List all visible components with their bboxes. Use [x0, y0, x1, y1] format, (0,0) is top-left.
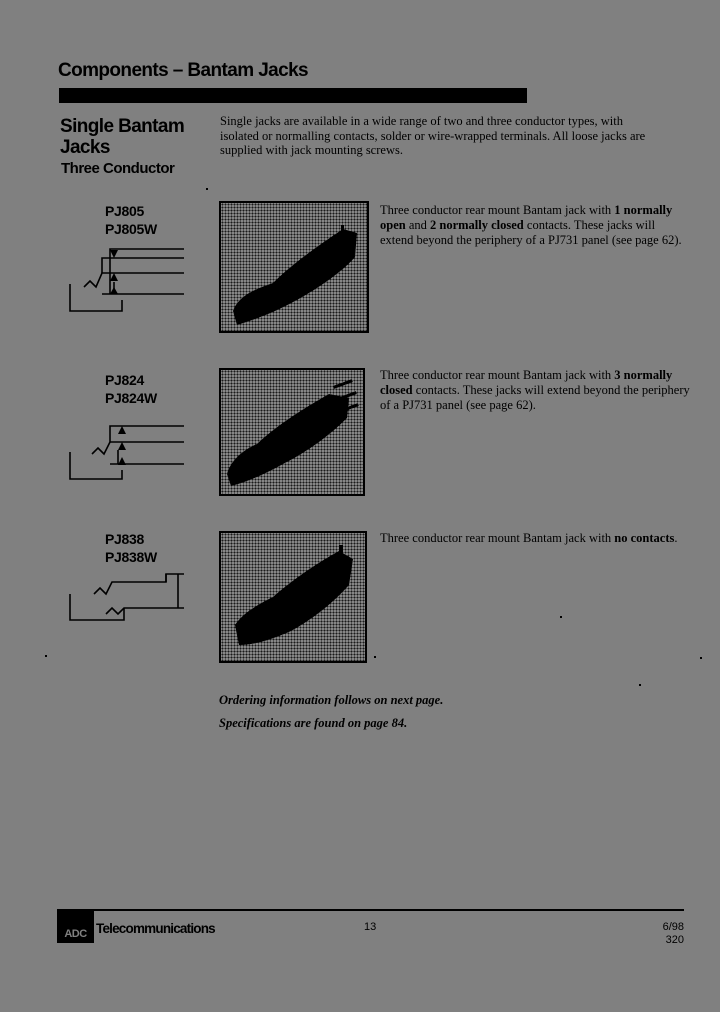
print-speck — [374, 656, 376, 658]
print-speck — [560, 616, 562, 618]
footer-rule — [57, 909, 684, 911]
product-1-description — [380, 203, 690, 248]
product-2-labels — [105, 371, 157, 407]
product-3-model-w: PJ838W — [105, 549, 157, 565]
product-2-model-w: PJ824W — [105, 390, 157, 406]
product-3-model: PJ838 — [105, 531, 144, 547]
footer-code: 320 — [665, 934, 684, 946]
product-2-photo — [219, 368, 365, 496]
product-1-labels — [105, 202, 157, 238]
print-speck — [639, 684, 641, 686]
section-title-line2: Jacks — [60, 137, 110, 158]
adc-logo: ADC — [57, 911, 94, 943]
product-3-description — [380, 531, 690, 546]
print-speck — [700, 657, 702, 659]
print-speck — [45, 655, 47, 657]
product-2-model: PJ824 — [105, 372, 144, 388]
product-3-desc-text: . — [674, 531, 678, 545]
ordering-note: Ordering information follows on next page. — [219, 693, 444, 707]
product-2-schematic — [66, 420, 188, 482]
intro-paragraph: Single jacks are available in a wide range of two and three conductor types, with isolated or normalling contacts, solder or wire-wrapped terminals. All loose jacks are supplied with jack mounting screws. — [220, 114, 646, 157]
product-2-desc-text: contacts. These jacks will extend beyond the periphery of a PJ731 panel (see page 62). — [380, 383, 690, 412]
product-1-model-w: PJ805W — [105, 221, 157, 237]
company-name: Telecommunications — [96, 921, 215, 936]
page-number: 13 — [364, 921, 377, 933]
section-subtitle: Three Conductor — [61, 160, 175, 177]
product-1-schematic — [66, 244, 188, 314]
product-1-photo — [219, 201, 369, 333]
product-3-desc-text: Three conductor rear mount Bantam jack with — [380, 531, 615, 545]
product-1-desc-text: Three conductor rear mount Bantam jack with — [380, 203, 615, 217]
footer-date: 6/98 — [662, 921, 684, 933]
footer-meta — [640, 921, 684, 947]
print-speck — [206, 188, 208, 190]
section-title — [60, 116, 184, 158]
product-2-desc-text: Three conductor rear mount Bantam jack with — [380, 368, 615, 382]
product-1-desc-bold: 2 normally closed — [430, 218, 524, 232]
product-1-model: PJ805 — [105, 203, 144, 219]
product-1-desc-bold: 1 normally open — [380, 203, 673, 232]
title-bar — [59, 88, 527, 103]
product-3-photo — [219, 531, 367, 663]
product-3-desc-bold: no contacts — [614, 531, 675, 545]
product-3-schematic — [66, 572, 188, 624]
product-1-desc-text: and — [405, 218, 431, 232]
product-2-desc-bold: 3 normally closed — [380, 368, 673, 397]
product-1-desc-text: contacts. These jacks will extend beyond the periphery of a PJ731 panel (see page 62). — [380, 218, 682, 247]
product-3-labels — [105, 530, 157, 566]
section-title-line1: Single Bantam — [60, 116, 185, 137]
page-title: Components – Bantam Jacks — [58, 60, 309, 81]
product-2-description — [380, 368, 690, 413]
specifications-note: Specifications are found on page 84. — [219, 716, 408, 730]
